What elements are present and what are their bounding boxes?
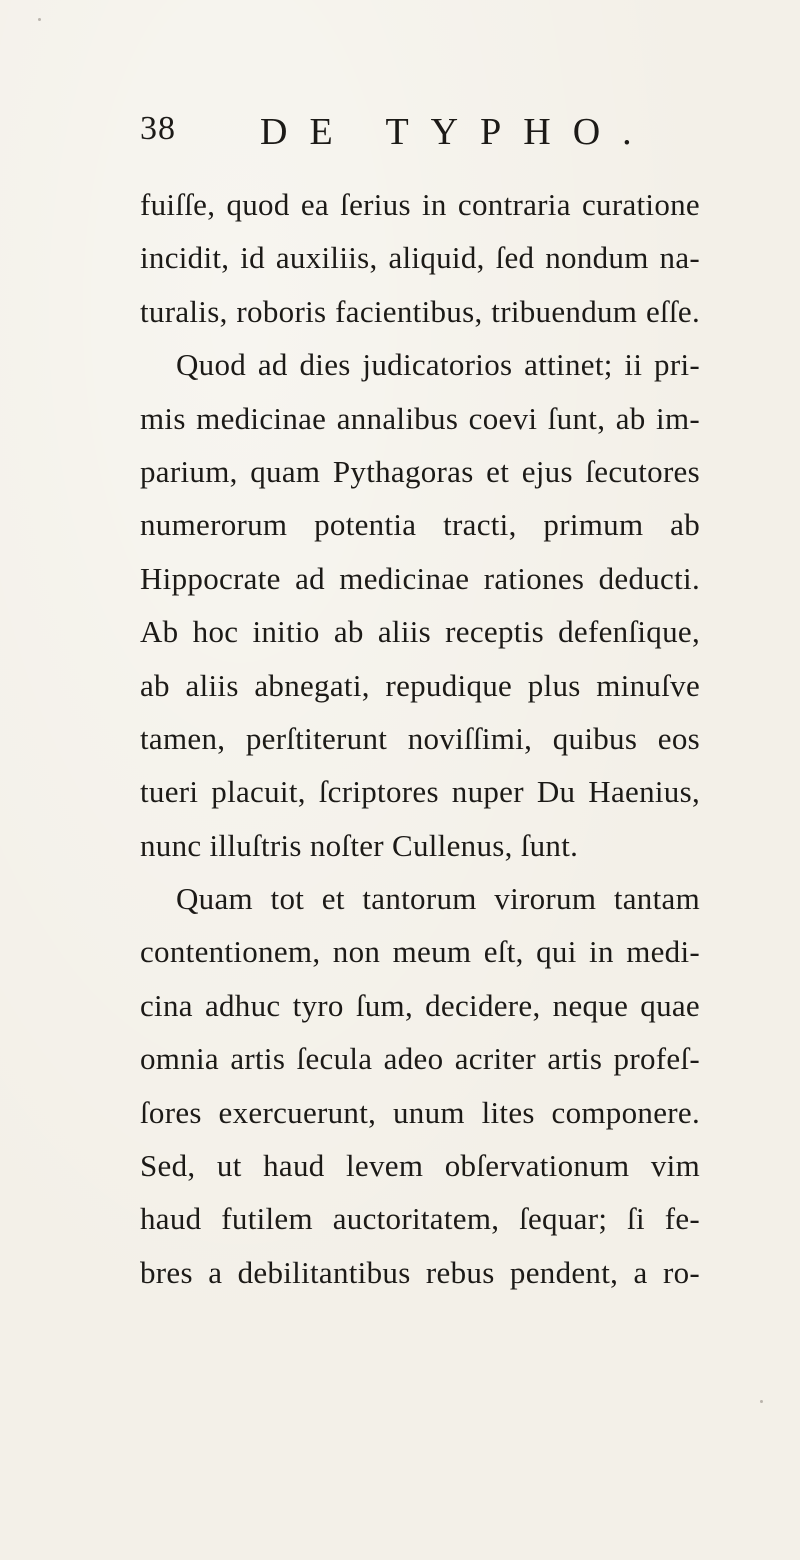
text-line: turalis, roboris facientibus, tribuendum eſſe.	[140, 293, 700, 329]
text-line: ſores exercuerunt, unum lites componere.	[140, 1094, 700, 1130]
paper-speck	[760, 1400, 763, 1403]
text-line: incidit, id auxiliis, aliquid, ſed nondum na-	[140, 240, 700, 276]
paper-speck	[38, 18, 41, 21]
page-number: 38	[140, 110, 176, 147]
text-line: ab aliis abnegati, repudique plus minuſve	[140, 667, 700, 703]
text-line: nunc illuſtris noſter Cullenus, ſunt.	[140, 827, 579, 863]
text-line: numerorum potentia tracti, primum ab	[140, 507, 700, 543]
text-line: cina adhuc tyro ſum, decidere, neque quae	[140, 987, 700, 1023]
text-line: Ab hoc initio ab aliis receptis defenſique,	[140, 614, 700, 650]
text-line: bres a debilitantibus rebus pendent, a ro-	[140, 1254, 700, 1290]
text-line: parium, quam Pythagoras et ejus ſecutores	[140, 453, 700, 489]
text-line: omnia artis ſecula adeo acriter artis profeſ-	[140, 1041, 700, 1077]
text-line: Sed, ut haud levem obſervationum vim	[140, 1148, 700, 1184]
text-line: Hippocrate ad medicinae rationes deducti.	[140, 560, 700, 596]
text-line: contentionem, non meum eſt, qui in medi-	[140, 934, 700, 970]
text-line: fuiſſe, quod ea ſerius in contraria curatione	[140, 187, 700, 222]
page-header	[140, 110, 700, 160]
paper-speck	[520, 1280, 523, 1283]
text-line: haud futilem auctoritatem, ſequar; ſi fe-	[140, 1201, 700, 1237]
text-line: Quam tot et tantorum virorum tantam	[176, 881, 700, 917]
running-title: DE TYPHO.	[260, 111, 654, 153]
text-line: mis medicinae annalibus coevi ſunt, ab im-	[140, 400, 700, 436]
text-line: tamen, perſtiterunt noviſſimi, quibus eos	[140, 720, 700, 756]
body-text	[140, 178, 700, 1299]
text-line: tueri placuit, ſcriptores nuper Du Haenius,	[140, 774, 700, 810]
text-line: Quod ad dies judicatorios attinet; ii pri-	[176, 347, 700, 383]
